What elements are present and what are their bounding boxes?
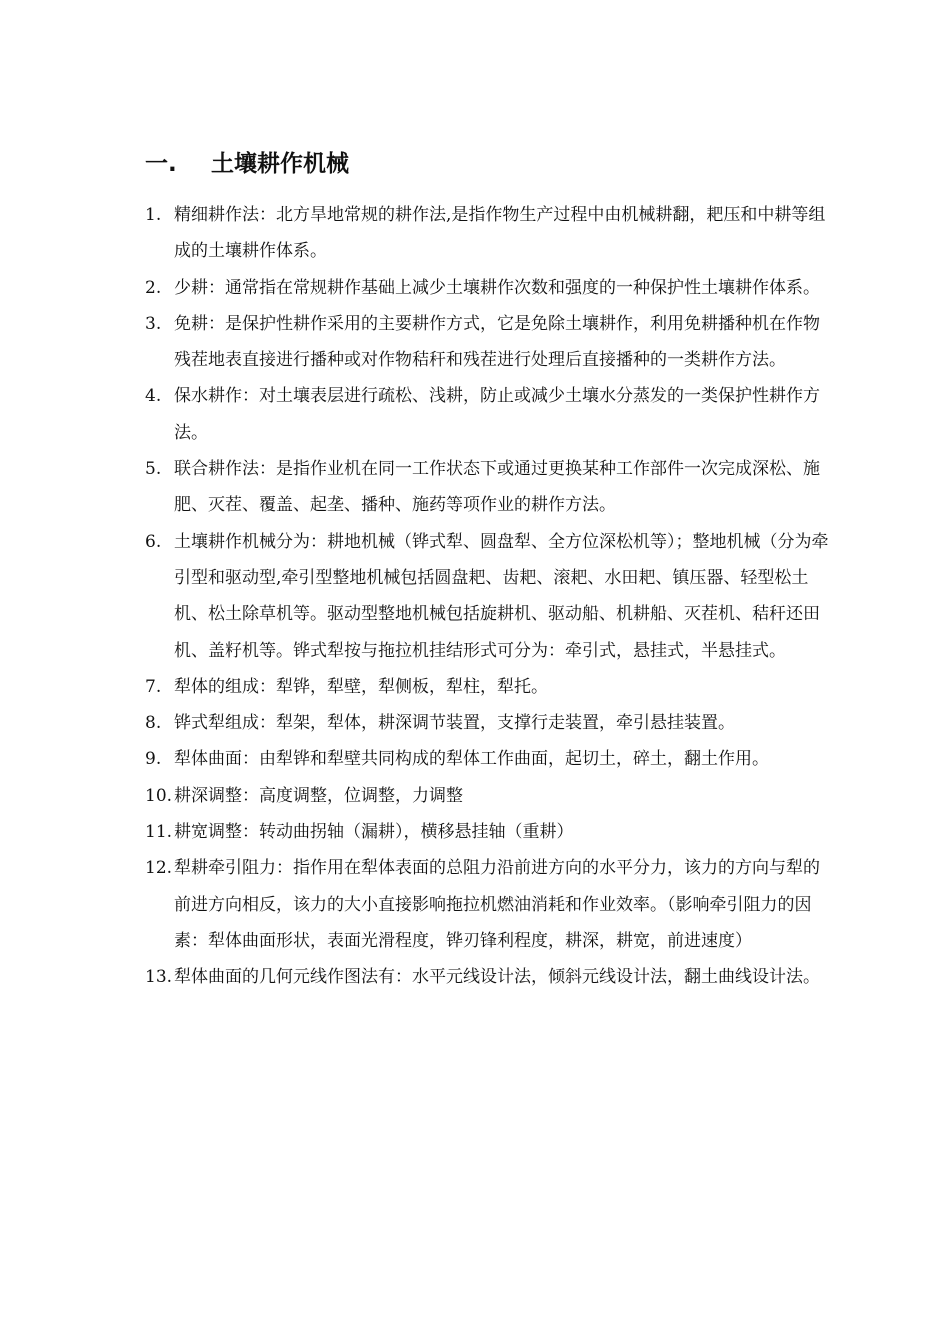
item-text: 犁体曲面：由犁铧和犁壁共同构成的犁体工作曲面，起切土，碎土，翻土作用。 [174, 749, 769, 770]
item-text: 犁耕牵引阻力：指作用在犁体表面的总阻力沿前进方向的水平分力，该力的方向与犁的前进方向相反，该力的大小直接影响拖拉机燃油消耗和作业效率。（影响牵引阻力的因素：犁体曲面形状，表面光滑程度，铧刃锋利程度，耕深，耕宽，前进速度） [174, 858, 820, 951]
item-number: 3. [145, 313, 162, 334]
list-item [145, 778, 835, 814]
item-number: 7. [145, 676, 162, 697]
item-text: 联合耕作法：是指作业机在同一工作状态下或通过更换某种工作部件一次完成深松、施肥、灭茬、覆盖、起垄、播种、施药等项作业的耕作方法。 [174, 459, 820, 516]
item-number: 11. [145, 822, 173, 843]
list-item [145, 306, 835, 379]
definition-list [145, 197, 835, 996]
list-item [145, 959, 835, 995]
item-text: 精细耕作法：北方旱地常规的耕作法,是指作物生产过程中由机械耕翻，耙压和中耕等组成的土壤耕作体系。 [174, 205, 826, 262]
list-item [145, 705, 835, 741]
item-number: 8. [145, 713, 162, 734]
item-number: 10. [145, 785, 173, 806]
item-text: 保水耕作：对土壤表层进行疏松、浅耕，防止或减少土壤水分蒸发的一类保护性耕作方法。 [174, 386, 820, 443]
item-number: 6. [145, 531, 162, 552]
item-text: 犁体的组成：犁铧，犁壁，犁侧板，犁柱，犁托。 [174, 676, 548, 697]
item-text: 少耕：通常指在常规耕作基础上减少土壤耕作次数和强度的一种保护性土壤耕作体系。 [174, 277, 820, 298]
list-item [145, 378, 835, 451]
item-number: 13. [145, 967, 173, 988]
section-title: 土壤耕作机械 [211, 151, 349, 177]
item-text: 犁体曲面的几何元线作图法有：水平元线设计法，倾斜元线设计法，翻土曲线设计法。 [174, 967, 820, 988]
list-item [145, 270, 835, 306]
list-item [145, 814, 835, 850]
list-item [145, 197, 835, 270]
list-item [145, 741, 835, 777]
item-number: 2. [145, 277, 162, 298]
item-number: 1. [145, 205, 162, 225]
item-number: 4. [145, 386, 162, 407]
list-item [145, 669, 835, 705]
item-number: 12. [145, 858, 173, 879]
list-item [145, 451, 835, 524]
item-text: 土壤耕作机械分为：耕地机械（铧式犁、圆盘犁、全方位深松机等）；整地机械（分为牵引型和驱动型,牵引型整地机械包括圆盘耙、齿耙、滚耙、水田耙、镇压器、轻型松土机、松土除草机等。驱动型整地机械包括旋耕机、驱动船、机耕船、灭茬机、秸秆还田机、盖籽机等。铧式犁按与拖拉机挂结形式可分为：牵引式，悬挂式，半悬挂式。 [174, 531, 829, 661]
section-heading [145, 146, 349, 182]
section-number: 一. [145, 151, 177, 177]
item-text: 耕深调整：高度调整，位调整，力调整 [174, 785, 463, 806]
list-item [145, 850, 835, 959]
item-text: 免耕：是保护性耕作采用的主要耕作方式，它是免除土壤耕作，利用免耕播种机在作物残茬地表直接进行播种或对作物秸秆和残茬进行处理后直接播种的一类耕作方法。 [174, 313, 820, 371]
item-number: 9. [145, 749, 162, 770]
item-text: 耕宽调整：转动曲拐轴（漏耕），横移悬挂轴（重耕） [174, 822, 574, 843]
list-item [145, 524, 835, 669]
item-text: 铧式犁组成：犁架，犁体，耕深调节装置，支撑行走装置，牵引悬挂装置。 [174, 713, 735, 734]
item-number: 5. [145, 459, 162, 480]
